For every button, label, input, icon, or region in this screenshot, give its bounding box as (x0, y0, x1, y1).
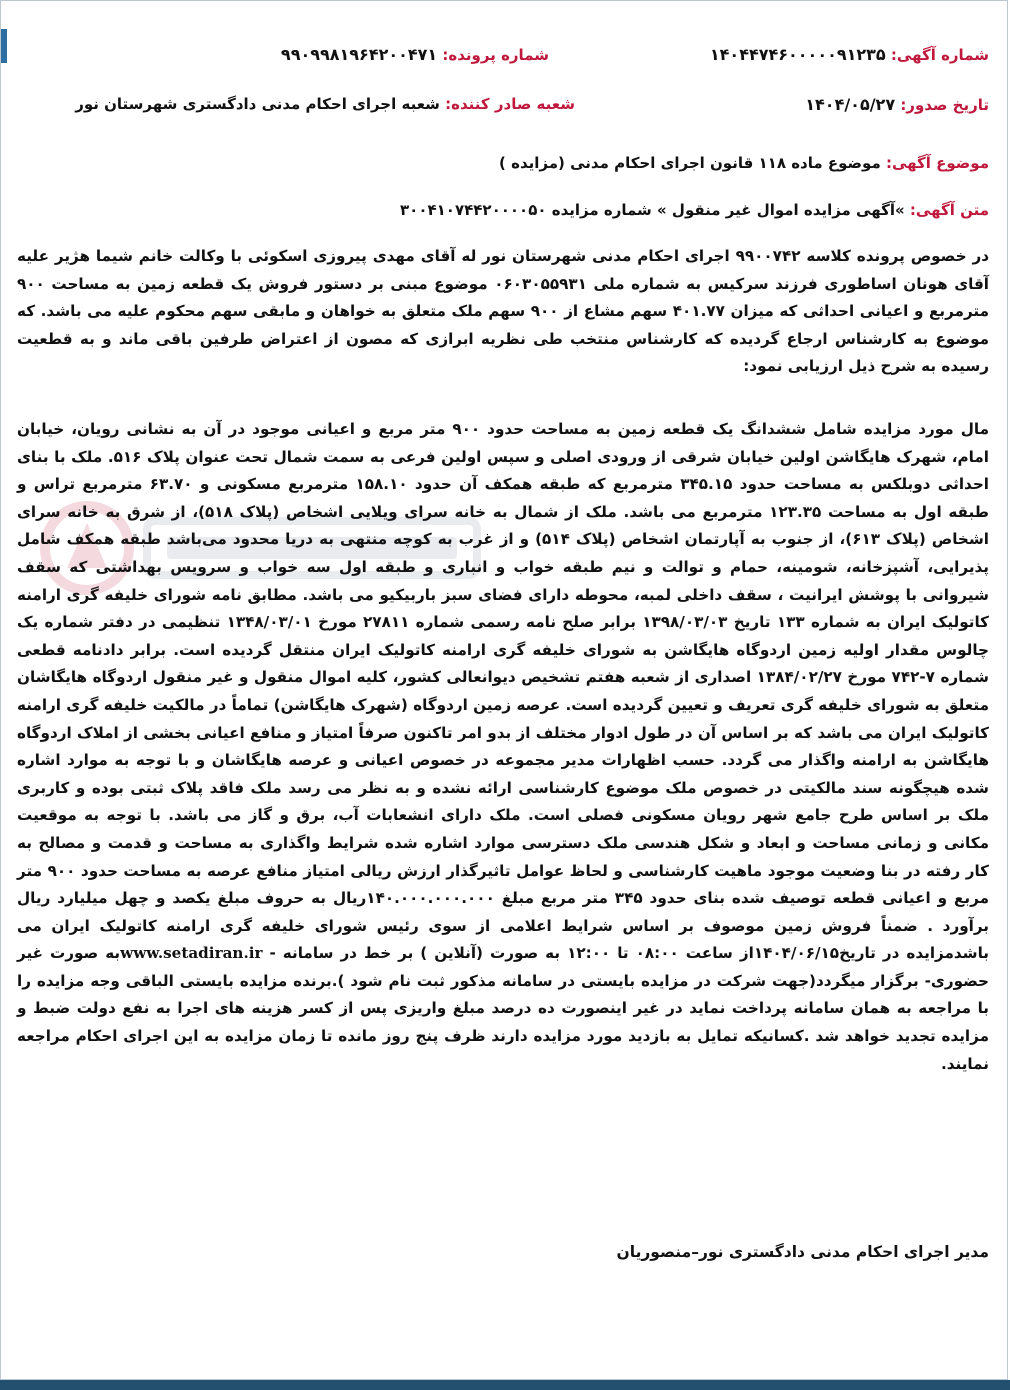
notice-paragraph-2-part-b: به صورت غیر حضوری- برگزار میگردد(جهت شرکت در مزایده بایستی در سامانه مذکور ثبت نام شود ).برنده مزایده بایستی الباقی وجه مزایده را با مراجعه به همان سامانه پرداخت نماید در غیر اینصورت ده درصد مبلغ واریزی پس از کسر هزینه های اجرا به نفع دولت ضبط و مزایده تجدید خواهد شد .کسانیکه تمایل به بازدید مورد مزایده دارند ظرف پنج روز مانده تا زمان مزایده به این اجرای احکام مراجعه نمایند. (17, 944, 989, 1073)
notice-text-label: متن آگهی: (909, 201, 989, 219)
case-number-value: ۹۹۰۹۹۸۱۹۶۴۲۰۰۴۷۱ (280, 45, 438, 64)
issue-date-label: تاریخ صدور: (900, 96, 989, 114)
notice-text-title: »آگهی مزایده اموال غیر منقول » شماره مزایده ۳۰۰۴۱۰۷۴۴۲۰۰۰۰۵۰ (400, 201, 905, 219)
issuing-branch-label: شعبه صادر کننده: (445, 95, 575, 113)
issuing-branch-field (75, 95, 575, 113)
case-number-field (281, 45, 549, 64)
bottom-status-bar (0, 1380, 1010, 1390)
ad-number-value: ۱۴۰۴۴۷۴۶۰۰۰۰۰۹۱۲۳۵ (709, 45, 886, 64)
window-edge-marker (1, 29, 7, 63)
subject-value: موضوع ماده ۱۱۸ قانون اجرای احکام مدنی (مزایده ) (499, 154, 881, 172)
ad-number-field (710, 45, 989, 64)
issue-date-field (805, 95, 989, 114)
setadiran-website-link[interactable]: www.setadiran.ir (120, 944, 263, 963)
ad-number-label: شماره آگهی: (890, 46, 989, 64)
subject-field (499, 154, 989, 172)
notice-text-title-field (400, 201, 989, 219)
issuing-branch-value: شعبه اجرای احکام مدنی دادگستری شهرستان نور (75, 95, 440, 113)
case-number-label: شماره پرونده: (442, 46, 549, 64)
issue-date-value: ۱۴۰۴/۰۵/۲۷ (805, 95, 896, 114)
notice-paragraph-2-part-a: مال مورد مزایده شامل ششدانگ یک قطعه زمین به مساحت حدود ۹۰۰ متر مربع و اعیانی موجود در آن به نشانی رویان، خیابان امام، شهرک هایگاشن اولین خیابان شرقی از ورودی اصلی و سپس اولین فرعی به سمت شمال تحت عنوان پلاک ۵۱۶. ملک با بنای احداثی دوبلکس به مساحت حدود ۳۴۵.۱۵ مترمربع که طبقه همکف آن حدود ۱۵۸.۱۰ مترمربع مسکونی و ۶۳.۷۰ مترمربع تراس و طبقه اول به مساحت ۱۲۳.۳۵ مترمربع می باشد. ملک از شمال به خانه سرای ویلایی اشخاص (پلاک ۵۱۸)، از شرق به خانه سرای اشخاص (پلاک ۶۱۳)، از جنوب به آپارتمان اشخاص (پلاک ۵۱۴) و از غرب به کوچه منتهی به دریا محدود می‌باشد طبقه همکف شامل پذیرایی، آشپزخانه، شومینه، حمام و توالت و نیم طبقه خواب و انباری و طبقه اول سه خواب و سرویس بهداشتی که سقف شیروانی با پوشش ایرانیت ، سقف داخلی لمبه، محوطه دارای فضای سبز باربیکیو می باشد. مطابق نامه شورای خلیفه گری ارامنه کاتولیک ایران به شماره ۱۳۳ تاریخ ۱۳۹۸/۰۳/۰۳ برابر صلح نامه رسمی شماره ۲۷۸۱۱ مورخ ۱۳۴۸/۰۳/۰۱ تنظیمی در دفتر شماره یک چالوس مقدار اولیه زمین اردوگاه هایگاشن به شورای خلیفه گری ارامنه کاتولیک ایران منتقل گردیده است. برابر دادنامه قطعی شماره ۷-۷۴۲ مورخ ۱۳۸۴/۰۲/۲۷ اصداری از شعبه هفتم تشخیص دیوانعالی کشور، کلیه اموال منقول و غیر منقول اردوگاه هایگاشان متعلق به شورای خلیفه گری تعریف و تعیین گردیده است. عرصه زمین اردوگاه (شهرک هایگاشن) تماماً در مالکیت خلیفه گری ارامنه کاتولیک ایران می باشد که بر اساس آن در طول ادوار مختلف از بدو امر تاکنون صرفاً امتیاز و منافع اعیانی بخشی از املاک اردوگاه هایگاشن به ارامنه واگذار می گردد. حسب اظهارات مدیر مجموعه در خصوص اعیانی و عرصه هایگاشان و با توجه به موارد اشاره شده هیچگونه سند مالکیتی در خصوص ملک موضوع کارشناسی ارائه نشده و به نظر می رسد ملک فاقد پلاک ثبتی بوده و کاربری ملک بر اساس طرح جامع شهر رویان مسکونی فصلی است. ملک دارای انشعابات آب، برق و گاز می باشد. با توجه به موقعیت مکانی و زمانی مساحت و ابعاد و شکل هندسی ملک دسترسی موارد اشاره شده شرایط واگذاری به مساحت و قدمت و مصالح به کار رفته در بنا وضعیت موجود ماهیت کارشناسی و لحاظ عوامل تاثیرگذار ارزش ریالی امتیاز منافع عرصه به مساحت حدود ۹۰۰ متر مربع و اعیانی قطعه توصیف شده بنای حدود ۳۴۵ متر مربع مبلغ ۱۴۰.۰۰۰.۰۰۰.۰۰۰ریال به حروف مبلغ یکصد و چهل میلیارد ریال برآورد . ضمناً فروش زمین موصوف بر اساس شرایط اعلامی از سوی رئیس شورای خلیفه گری ارامنه کاتولیک ایران می باشدمزایده در تاریخ۱۴۰۴/۰۶/۱۵از ساعت ۰۸:۰۰ تا ۱۲:۰۰ به صورت (آنلاین ) بر خط در سامانه - (17, 420, 990, 963)
notice-paragraph-1: در خصوص پرونده کلاسه ۹۹۰۰۷۴۲ اجرای احکام مدنی شهرستان نور له آقای مهدی پیروزی اسکوئی با وکالت خانم شیما هژیر علیه آقای هونان اساطوری فرزند سرکیس به شماره ملی ۰۶۰۳۰۵۵۹۳۱ موضوع مبنی بر دستور فروش یک قطعه زمین به مساحت ۹۰۰ مترمربع و اعیانی احداثی که میزان ۴۰۱.۷۷ سهم مشاع از ۹۰۰ سهم ملک متعلق به خواهان و مابقی سهم محکوم علیه می باشد. که موضوع به کارشناس ارجاع گردیده که کارشناس منتخب طی نظریه ابرازی که مصون از اعتراض طرفین باقی ماند و به قطعیت رسیده به شرح ذیل ارزیابی نمود: (17, 247, 990, 376)
notice-paragraph-2 (17, 416, 989, 1078)
subject-label: موضوع آگهی: (885, 154, 989, 172)
signature-line: مدیر اجرای احکام مدنی دادگستری نور–منصوریان (616, 1243, 989, 1261)
